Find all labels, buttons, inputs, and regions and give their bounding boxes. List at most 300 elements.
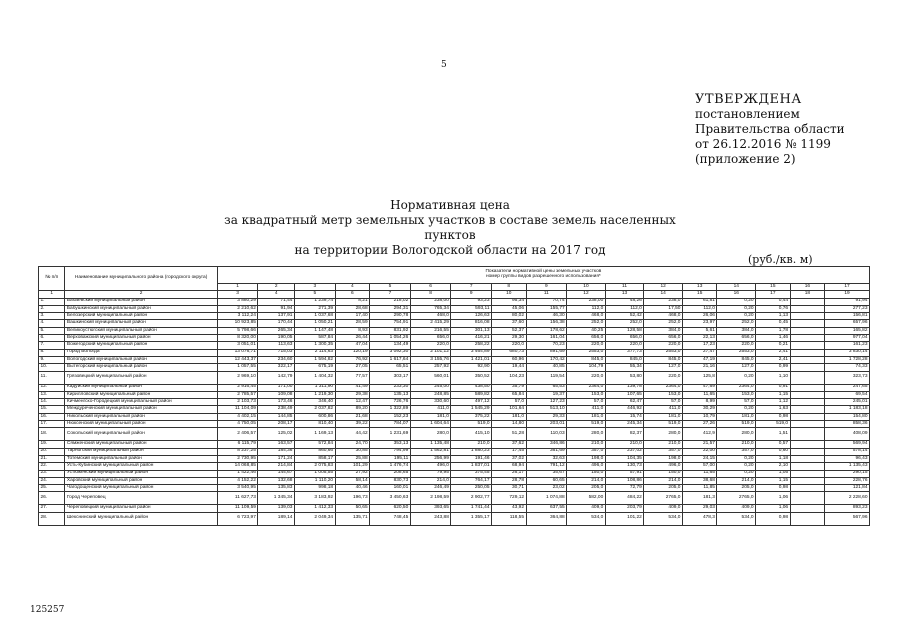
table-row (39, 463, 870, 470)
row-number: 22. (39, 463, 65, 470)
value-cell: 294,31 (370, 305, 411, 312)
value-cell: 0,57 (756, 441, 791, 448)
value-cell: 2 969,10 (217, 371, 258, 384)
value-cell: 729,12 (492, 492, 527, 505)
value-cell: 6 115,79 (217, 441, 258, 448)
row-number: 1. (39, 298, 65, 305)
row-number: 15. (39, 406, 65, 413)
value-cell: 181,0 (644, 413, 683, 420)
group-number-cell: 14 (717, 284, 756, 291)
value-cell: 132,68 (258, 477, 295, 484)
value-cell: 2 406,57 (217, 428, 258, 441)
value-cell: 91,94 (825, 298, 870, 305)
table-row (39, 492, 870, 505)
value-cell: 0,98 (756, 485, 791, 492)
title-line: Нормативная цена (390, 198, 510, 212)
value-cell: 57,0 (717, 399, 756, 406)
row-number: 3. (39, 313, 65, 320)
value-cell: 208,17 (258, 421, 295, 428)
group-number-cell: 2 (258, 284, 295, 291)
value-cell (790, 320, 825, 327)
value-cell: 77,57 (335, 371, 370, 384)
document-number: 125257 (30, 605, 65, 615)
value-cell: 1,63 (756, 406, 791, 413)
value-cell: 257,92 (410, 364, 451, 371)
value-cell: 794,99 (370, 448, 411, 455)
value-cell: 377,73 (605, 349, 644, 356)
value-cell: 30,29 (682, 406, 717, 413)
value-cell: 1 412,33 (294, 505, 335, 512)
column-number-cell: 10 (492, 291, 527, 298)
value-cell: 11 627,73 (217, 492, 258, 505)
value-cell: 243,88 (410, 512, 451, 525)
value-cell: 55,34 (605, 364, 644, 371)
value-cell (790, 470, 825, 477)
value-cell: 977,04 (825, 335, 870, 342)
value-cell: 2 075,83 (294, 463, 335, 470)
value-cell: 203,79 (605, 505, 644, 512)
value-cell: 17,23 (682, 342, 717, 349)
district-name: Череповецкий муниципальный район (65, 505, 217, 512)
value-cell: 715,03 (258, 349, 295, 356)
value-cell: 1 183,18 (825, 406, 870, 413)
value-cell: 95,34 (492, 298, 527, 305)
group-number-cell: 3 (294, 284, 335, 291)
value-cell (790, 313, 825, 320)
value-cell: 37,62 (492, 441, 527, 448)
value-cell: 196,73 (335, 492, 370, 505)
table-row (39, 428, 870, 441)
value-cell: 58,14 (335, 477, 370, 484)
value-cell (790, 441, 825, 448)
value-cell: 198,0 (644, 455, 683, 462)
value-cell: 3 092,30 (370, 349, 411, 356)
value-cell: 24,15 (682, 455, 717, 462)
value-cell: 858,17 (294, 455, 335, 462)
row-number: 6. (39, 335, 65, 342)
value-cell: 152,23 (370, 413, 411, 420)
value-cell: 127,0 (717, 364, 756, 371)
value-cell: 238,0 (644, 298, 683, 305)
value-cell: 156,81 (825, 313, 870, 320)
value-cell: 6 723,97 (217, 512, 258, 525)
row-number: 14. (39, 399, 65, 406)
value-cell: 478,3 (682, 512, 717, 525)
value-cell: 178,62 (526, 327, 567, 334)
group-number-cell: 1 (217, 284, 258, 291)
value-cell: 280,0 (567, 428, 606, 441)
value-cell: 139,03 (258, 505, 295, 512)
value-cell: 680,73 (492, 349, 527, 356)
table-row (39, 455, 870, 462)
value-cell: 0,60 (756, 448, 791, 455)
value-cell (790, 342, 825, 349)
column-number-cell: 19 (825, 291, 870, 298)
value-cell: 353,13 (370, 441, 411, 448)
value-cell (790, 448, 825, 455)
page-number: 5 (441, 60, 447, 70)
value-cell: 589,82 (451, 391, 492, 398)
value-cell: 3 112,24 (217, 313, 258, 320)
value-cell: 181,3 (682, 492, 717, 505)
value-cell: 27,92 (335, 470, 370, 477)
table-row (39, 384, 870, 391)
value-cell: 408,09 (825, 428, 870, 441)
value-cell: 52,37 (492, 327, 527, 334)
value-cell: 1 005,55 (294, 470, 335, 477)
value-cell: 830,73 (370, 477, 411, 484)
value-cell: 1 135,43 (825, 463, 870, 470)
value-cell: 139,78 (605, 384, 644, 391)
value-cell: 1,05 (756, 470, 791, 477)
column-number-cell: 8 (410, 291, 451, 298)
value-cell: 572,84 (294, 441, 335, 448)
value-cell: 11 109,59 (217, 505, 258, 512)
value-cell: 29,03 (682, 505, 717, 512)
value-cell: 246,49 (410, 485, 451, 492)
value-cell: 40,85 (526, 364, 567, 371)
value-cell: 91,94 (258, 305, 295, 312)
value-cell: 11 104,09 (217, 406, 258, 413)
value-cell: 68,94 (492, 463, 527, 470)
value-cell: 0,20 (717, 463, 756, 470)
value-cell: 1,51 (756, 428, 791, 441)
value-cell: 1 219,30 (294, 391, 335, 398)
value-cell: 161,23 (825, 342, 870, 349)
value-cell: 195,11 (370, 455, 411, 462)
value-cell: 220,0 (492, 342, 527, 349)
value-cell: 322,17 (258, 364, 295, 371)
value-cell: 280,0 (410, 428, 451, 441)
value-cell: 754,91 (370, 320, 411, 327)
group-number-cell: 8 (492, 284, 527, 291)
value-cell: 47,19 (682, 356, 717, 363)
value-cell: 110,03 (526, 428, 567, 441)
value-cell: 220,0 (644, 371, 683, 384)
value-cell: 656,0 (605, 335, 644, 342)
table-row (39, 320, 870, 327)
table-row (39, 364, 870, 371)
value-cell: 280,0 (717, 428, 756, 441)
value-cell: 411,0 (644, 406, 683, 413)
value-cell: 3 155,76 (410, 356, 451, 363)
value-cell: 12,47 (335, 399, 370, 406)
value-cell: 496,0 (567, 463, 606, 470)
value-cell: 92,90 (451, 364, 492, 371)
value-cell: 198,0 (567, 455, 606, 462)
approval-block (695, 92, 895, 167)
value-cell: 142,79 (258, 371, 295, 384)
value-cell: 233,30 (370, 384, 411, 391)
value-cell: 46,30 (526, 313, 567, 320)
column-number-cell: 17 (756, 291, 791, 298)
table-row (39, 485, 870, 492)
value-cell: 2765,0 (644, 492, 683, 505)
value-cell: 748,45 (370, 512, 411, 525)
table-row (39, 477, 870, 484)
value-cell (790, 463, 825, 470)
value-cell: 587,84 (294, 335, 335, 342)
value-cell (790, 421, 825, 428)
value-cell: 416,21 (451, 335, 492, 342)
value-cell: 53,80 (605, 371, 644, 384)
value-cell: 256,99 (410, 455, 451, 462)
value-cell: 171,00 (258, 384, 295, 391)
value-cell (790, 327, 825, 334)
value-cell: 21,16 (682, 364, 717, 371)
value-cell: 170,42 (526, 356, 567, 363)
value-cell: 112,0 (605, 305, 644, 312)
value-cell: 220,0 (644, 342, 683, 349)
value-cell: 13 076,71 (217, 349, 258, 356)
value-cell: 216,55 (410, 327, 451, 334)
value-cell: 24,70 (335, 441, 370, 448)
value-cell: 280,0 (644, 428, 683, 441)
value-cell: 51,28 (492, 428, 527, 441)
group-number-cell: 15 (756, 284, 791, 291)
district-name: Вытегорский муниципальный район (65, 364, 217, 371)
district-name: Бабушкинский муниципальный район (65, 305, 217, 312)
group-number-cell: 16 (790, 284, 825, 291)
value-cell: 1 421,01 (451, 356, 492, 363)
row-number: 17. (39, 421, 65, 428)
value-cell: 19,44 (492, 364, 527, 371)
value-cell: 2 049,34 (294, 512, 335, 525)
value-cell (790, 428, 825, 441)
table-row (39, 421, 870, 428)
value-cell: 79,95 (410, 470, 451, 477)
value-cell: 250,05 (451, 485, 492, 492)
value-cell: 2364,0 (717, 384, 756, 391)
table-row (39, 298, 870, 305)
value-cell: 582,00 (567, 492, 606, 505)
column-number-cell: 3 (217, 291, 258, 298)
value-cell: 357,0 (717, 448, 756, 455)
value-cell: 303,17 (370, 371, 411, 384)
value-cell: 8,21 (335, 298, 370, 305)
value-cell: 26,17 (492, 470, 527, 477)
column-number-cell: 13 (605, 291, 644, 298)
value-cell: 3 880,29 (217, 298, 258, 305)
value-cell: 74,33 (825, 364, 870, 371)
value-cell: 252,0 (605, 320, 644, 327)
value-cell: 104,79 (567, 364, 606, 371)
table-row (39, 406, 870, 413)
value-cell: 153,0 (717, 391, 756, 398)
column-number-cell: 9 (451, 291, 492, 298)
value-cell (790, 406, 825, 413)
value-cell: 210,0 (717, 441, 756, 448)
value-cell: 10 923,85 (217, 320, 258, 327)
value-cell: 2364,0 (644, 384, 683, 391)
value-cell: 519,0 (717, 421, 756, 428)
value-cell: 156,38 (526, 320, 567, 327)
value-cell: 96,43 (825, 455, 870, 462)
value-cell (790, 335, 825, 342)
value-cell: 8,99 (682, 399, 717, 406)
value-cell: 519,0 (644, 421, 683, 428)
row-number: 11. (39, 371, 65, 384)
value-cell: 1 169,13 (294, 428, 335, 441)
value-cell: 2 037,82 (294, 406, 335, 413)
district-name: Вологодский муниципальный район (65, 356, 217, 363)
value-cell: 409,0 (567, 505, 606, 512)
row-number: 9. (39, 356, 65, 363)
value-cell (790, 505, 825, 512)
approval-heading: УТВЕРЖДЕНА (695, 92, 802, 107)
value-cell: 1 476,74 (370, 463, 411, 470)
approval-line: постановлением (695, 107, 800, 121)
value-cell: 21,68 (335, 413, 370, 420)
value-cell: 519,0 (567, 421, 606, 428)
approval-line: от 26.12.2016 № 1199 (695, 137, 831, 151)
value-cell: 1 837,01 (451, 463, 492, 470)
value-cell: 191,46 (451, 455, 492, 462)
value-cell: 831,92 (370, 327, 411, 334)
column-number-cell: 2 (65, 291, 217, 298)
value-cell: 764,17 (451, 477, 492, 484)
value-cell: 2 198,59 (410, 492, 451, 505)
value-cell (790, 305, 825, 312)
row-number: 16. (39, 413, 65, 420)
value-cell: 80,02 (492, 313, 527, 320)
value-cell: 578,14 (825, 448, 870, 455)
value-cell: 40,46 (335, 485, 370, 492)
value-cell: 127,0 (644, 364, 683, 371)
value-cell: 412,9 (682, 428, 717, 441)
value-cell: 44,42 (335, 428, 370, 441)
value-cell: 130,73 (605, 463, 644, 470)
district-name: Тарногский муниципальный район (65, 448, 217, 455)
value-cell: 0,20 (717, 298, 756, 305)
value-cell: 5,61 (682, 327, 717, 334)
table-row (39, 413, 870, 420)
value-cell: 656,0 (567, 335, 606, 342)
value-cell: 409,0 (717, 505, 756, 512)
value-cell (790, 391, 825, 398)
value-cell: 107,65 (605, 391, 644, 398)
table-row (39, 335, 870, 342)
value-cell: 245,34 (605, 421, 644, 428)
value-cell (790, 399, 825, 406)
value-cell: 118,55 (492, 512, 527, 525)
value-cell: 4 750,05 (217, 421, 258, 428)
value-cell: 1 135,48 (410, 441, 451, 448)
row-number: 8. (39, 349, 65, 356)
district-name: Кичменгско-Городецкий муниципальный район (65, 399, 217, 406)
value-cell: 1,13 (756, 313, 791, 320)
value-cell: 1,06 (756, 492, 791, 505)
value-cell: 57,0 (567, 399, 606, 406)
value-cell: 1,78 (756, 327, 791, 334)
value-cell: 161,04 (526, 335, 567, 342)
row-number: 5. (39, 327, 65, 334)
value-cell: 41,49 (335, 384, 370, 391)
value-cell: 1 880,23 (451, 448, 492, 455)
value-cell: 567,96 (825, 512, 870, 525)
table-row (39, 313, 870, 320)
value-cell: 675,19 (294, 364, 335, 371)
value-cell: 65,51 (370, 364, 411, 371)
value-cell: 125,8 (682, 371, 717, 384)
value-cell: 8 237,25 (217, 448, 258, 455)
value-cell: 8 320,00 (217, 335, 258, 342)
value-cell: 28,59 (335, 320, 370, 327)
group-number-cell: 7 (451, 284, 492, 291)
value-cell: 93,23 (451, 298, 492, 305)
value-cell: 218,02 (370, 298, 411, 305)
value-cell: 135,13 (370, 391, 411, 398)
value-cell: 245,00 (410, 384, 451, 391)
value-cell: 468,0 (644, 313, 683, 320)
value-cell: 104,35 (605, 455, 644, 462)
value-cell: 519,0 (451, 421, 492, 428)
value-cell: 468,0 (410, 313, 451, 320)
value-cell: 214,0 (717, 477, 756, 484)
value-cell: 0,20 (717, 313, 756, 320)
value-cell: 2553,0 (644, 349, 683, 356)
value-cell: 101,22 (605, 512, 644, 525)
value-cell: 154,80 (825, 413, 870, 420)
value-cell: 128,58 (605, 327, 644, 334)
value-cell: 1,15 (756, 391, 791, 398)
value-cell: 350,52 (451, 371, 492, 384)
value-cell (790, 492, 825, 505)
district-name: Белозерский муниципальный район (65, 313, 217, 320)
value-cell: 210,0 (644, 441, 683, 448)
value-cell: 2 916,45 (217, 384, 258, 391)
value-cell: 112,0 (567, 305, 606, 312)
row-number: 18. (39, 428, 65, 441)
value-cell (790, 371, 825, 384)
value-cell: 1,12 (756, 399, 791, 406)
value-cell: 214,0 (410, 477, 451, 484)
row-number: 7. (39, 342, 65, 349)
value-cell: 210,0 (451, 441, 492, 448)
value-cell: 11,65 (682, 391, 717, 398)
value-cell: 27,26 (682, 421, 717, 428)
value-cell: 1,18 (756, 455, 791, 462)
value-cell: 60,96 (492, 356, 527, 363)
value-cell: 357,0 (644, 448, 683, 455)
value-cell: 11,65 (682, 470, 717, 477)
value-cell: 1 037,68 (294, 313, 335, 320)
row-number: 26. (39, 492, 65, 505)
column-number-cell: 18 (790, 291, 825, 298)
table-row (39, 342, 870, 349)
row-number: 13. (39, 391, 65, 398)
value-cell (790, 364, 825, 371)
table-row (39, 305, 870, 312)
row-number: 21. (39, 455, 65, 462)
value-cell: 252,0 (717, 320, 756, 327)
value-cell: 656,0 (644, 335, 683, 342)
column-number-cell: 6 (335, 291, 370, 298)
value-cell: 22,13 (682, 335, 717, 342)
value-cell: 57,0 (644, 399, 683, 406)
value-cell: 569,94 (825, 441, 870, 448)
value-cell: 534,0 (717, 512, 756, 525)
group-number-cell: 13 (682, 284, 717, 291)
value-cell: 0,20 (717, 470, 756, 477)
column-number-cell: 11 (526, 291, 567, 298)
value-cell: 1,10 (756, 371, 791, 384)
value-cell: 50,65 (335, 505, 370, 512)
value-cell: 816,08 (451, 320, 492, 327)
value-cell: 2,10 (756, 463, 791, 470)
column-number-row (39, 291, 870, 298)
value-cell: 1 311,90 (294, 384, 335, 391)
